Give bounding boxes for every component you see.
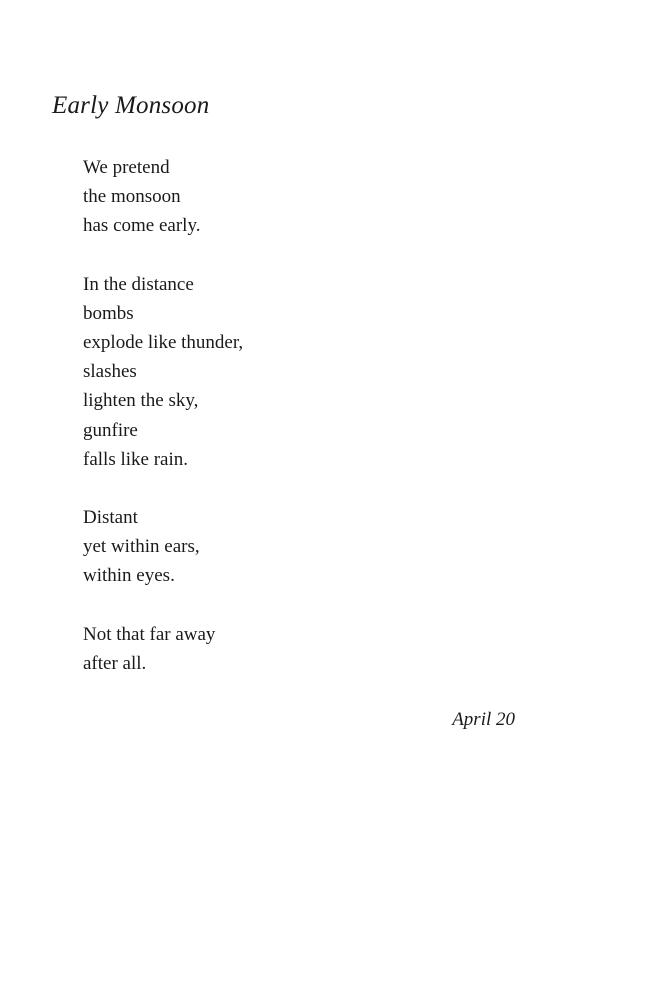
poem-line: has come early. [83,215,201,237]
poem-line: within eyes. [83,565,175,587]
poem-line: lighten the sky, [83,390,199,412]
stanza-3 [83,503,483,591]
poem-date: April 20 [452,709,515,730]
poem-line: In the distance [83,273,194,295]
stanza-2 [83,270,483,474]
poem-line: Not that far away [83,623,216,645]
poem-line: falls like rain. [83,448,188,470]
poem-title: Early Monsoon [52,92,210,119]
poem-body [83,153,483,707]
stanza-1 [83,153,483,241]
poem-line: explode like thunder, [83,332,244,354]
poem-line: We pretend [83,157,170,178]
stanza-4 [83,620,483,678]
poem-line: gunfire [83,419,138,441]
poem-line: the monsoon [83,186,181,208]
poem-line: yet within ears, [83,536,200,558]
poem-line: bombs [83,302,134,324]
poem-line: after all. [83,652,147,674]
poem-line: slashes [83,361,137,383]
poem-line: Distant [83,507,138,529]
